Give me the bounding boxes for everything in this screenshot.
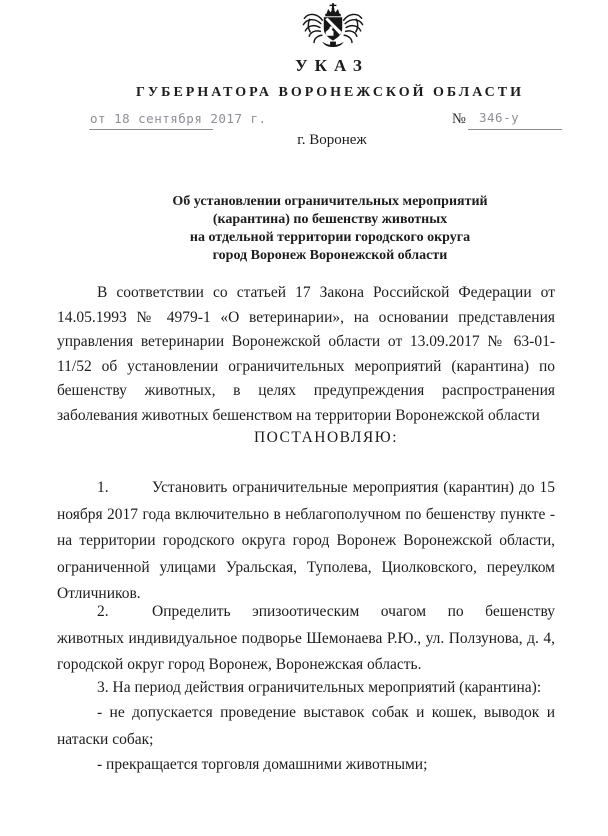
document-title: [110, 193, 550, 265]
title-line-2: (карантина) по бешенству животных: [212, 212, 448, 227]
document-number: 346-у: [479, 110, 520, 125]
item-2-paragraph: [57, 599, 555, 679]
item-1-text: Установить ограничительные мероприятия (карантин) до 15 ноября 2017 года включительно в неблагополучном по бешенству пункте - на территории городского округа город Воронеж Воронежской области, ограниченной улицами Уральская, Туполева, Циолковского, переулком Отличников.: [57, 479, 555, 602]
number-underline: [468, 129, 562, 130]
voronezh-oblast-coat-of-arms-icon: [299, 2, 367, 52]
title-line-3: на отдельной территории городского округа: [189, 230, 471, 245]
preamble-paragraph: В соответствии со статьей 17 Закона Российской Федерации от 14.05.1993 № 4979-1 «О ветеринарии», на основании представления управления ветеринарии Воронежской области от 13.09.2017 № 63-01-11/52 об установлении ограничительных мероприятий (карантина) по бешенству животных, в целях предупреждения распространения заболевания животных бешенством на территории Воронежской области: [57, 284, 555, 424]
item-1-number: 1.: [97, 479, 109, 496]
title-line-1: Об установлении ограничительных мероприятий: [172, 194, 488, 209]
title-line-4: город Воронеж Воронежской области: [212, 248, 448, 263]
document-type-heading: УКАЗ: [295, 56, 369, 75]
number-sign: №: [452, 111, 466, 127]
restriction-bullet-2: - прекращается торговля домашними животными;: [97, 756, 428, 773]
issue-city: г. Воронеж: [297, 132, 367, 148]
item-2-text: Определить эпизоотическим очагом по бешенству животных индивидуальное подворье Шемонаева Р.Ю., ул. Ползунова, д. 4, городской округ город Воронеж, Воронежская область.: [57, 603, 555, 673]
item-3-paragraph: 3. На период действия ограничительных мероприятий (карантина):: [97, 679, 542, 696]
issuing-authority-heading: ГУБЕРНАТОРА ВОРОНЕЖСКОЙ ОБЛАСТИ: [136, 85, 524, 100]
restriction-bullet-1: - не допускается проведение выставок собак и кошек, выводок и натаски собак;: [57, 704, 555, 748]
item-1-paragraph: [57, 475, 555, 608]
resolve-word: ПОСТАНОВЛЯЮ:: [253, 429, 399, 446]
document-date: от 18 сентября 2017 г.: [90, 111, 267, 126]
date-underline: [89, 129, 213, 130]
item-2-number: 2.: [97, 603, 109, 620]
